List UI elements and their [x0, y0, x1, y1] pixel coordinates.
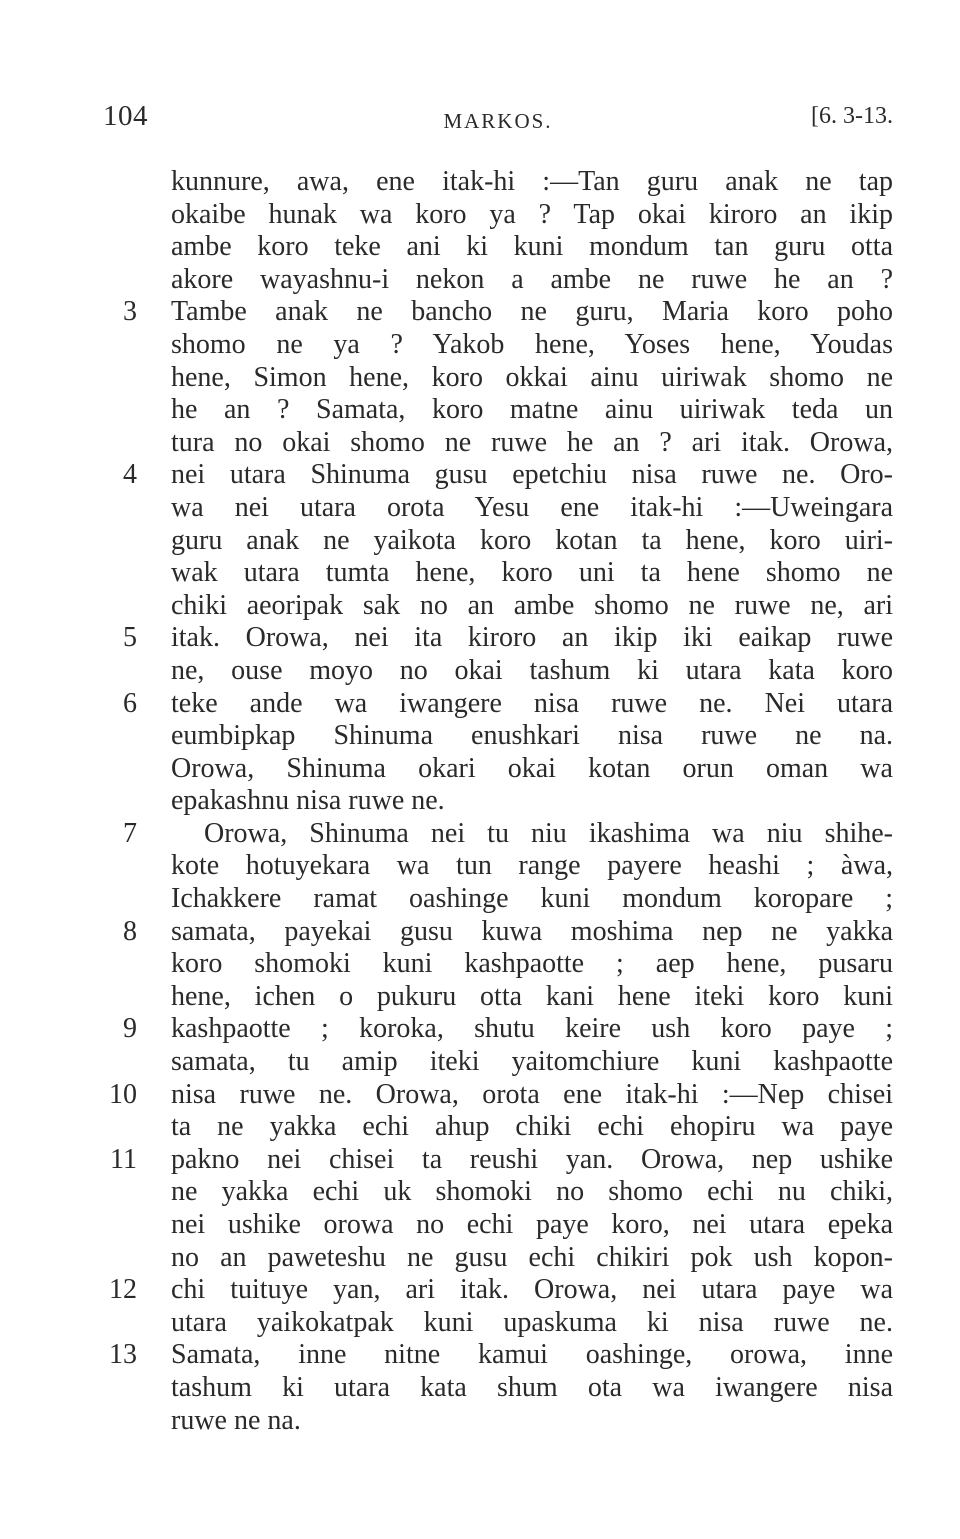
verse-number: 8 — [123, 915, 137, 947]
line-text: shomo ne ya ? Yakob hene, Yoses hene, Youdas — [171, 328, 893, 360]
text-line — [0, 362, 960, 395]
line-text: utara yaikokatpak kuni upaskuma ki nisa ruwe ne. — [171, 1306, 893, 1338]
text-line — [0, 981, 960, 1014]
verse-number: 5 — [123, 622, 137, 654]
line-text: tura no okai shomo ne ruwe he an ? ari itak. Orowa, — [171, 426, 893, 458]
line-text: ne, ouse moyo no okai tashum ki utara kata koro — [171, 654, 893, 686]
text-line — [0, 166, 960, 199]
line-text: itak. Orowa, nei ita kiroro an ikip iki eaikap ruwe — [171, 622, 893, 654]
verse-number: 10 — [109, 1078, 137, 1110]
line-text: Orowa, Shinuma nei tu niu ikashima wa niu shihe- — [204, 817, 893, 849]
line-text: nei utara Shinuma gusu epetchiu nisa ruwe ne. Oro- — [171, 459, 893, 491]
text-line — [0, 1013, 960, 1046]
text-line — [0, 1242, 960, 1275]
line-text: eumbipkap Shinuma enushkari nisa ruwe ne na. — [171, 720, 893, 752]
line-text: Orowa, Shinuma okari okai kotan orun oman wa — [171, 752, 893, 784]
page-body — [0, 166, 960, 1437]
text-line — [0, 329, 960, 362]
chapter-verse-reference: [6. 3-13. — [811, 103, 893, 129]
verse-number: 12 — [109, 1274, 137, 1306]
text-line — [0, 1372, 960, 1405]
text-line — [0, 492, 960, 525]
text-line — [0, 394, 960, 427]
line-text: pakno nei chisei ta reushi yan. Orowa, nep ushike — [171, 1143, 893, 1175]
text-line — [0, 622, 960, 655]
verse-number: 13 — [109, 1339, 137, 1371]
line-text: samata, tu amip iteki yaitomchiure kuni kashpaotte — [171, 1046, 893, 1078]
line-text: hene, ichen o pukuru otta kani hene iteki koro kuni — [171, 980, 893, 1012]
line-text: chiki aeoripak sak no an ambe shomo ne ruwe ne, ari — [171, 589, 893, 621]
line-text: Tambe anak ne bancho ne guru, Maria koro poho — [171, 296, 893, 328]
text-line — [0, 948, 960, 981]
text-line — [0, 557, 960, 590]
text-line — [0, 525, 960, 558]
text-line — [0, 296, 960, 329]
text-line — [0, 1144, 960, 1177]
text-line — [0, 1405, 960, 1438]
text-line — [0, 427, 960, 460]
line-text: okaibe hunak wa koro ya ? Tap okai kiroro an ikip — [171, 198, 893, 230]
text-line — [0, 459, 960, 492]
verse-number: 7 — [123, 817, 137, 849]
text-line — [0, 655, 960, 688]
text-line — [0, 1274, 960, 1307]
text-line — [0, 916, 960, 949]
line-text: he an ? Samata, koro matne ainu uiriwak teda un — [171, 394, 893, 426]
line-text: epakashnu nisa ruwe ne. — [171, 785, 445, 817]
line-text: no an paweteshu ne gusu echi chikiri pok ush kopon- — [171, 1241, 893, 1273]
line-text: hene, Simon hene, koro okkai ainu uiriwak shomo ne — [171, 361, 893, 393]
line-text: ta ne yakka echi ahup chiki echi ehopiru wa paye — [171, 1111, 893, 1143]
text-line — [0, 785, 960, 818]
text-line — [0, 1046, 960, 1079]
line-text: koro shomoki kuni kashpaotte ; aep hene, pusaru — [171, 948, 893, 980]
line-text: kote hotuyekara wa tun range payere heashi ; àwa, — [171, 850, 893, 882]
text-line — [0, 1307, 960, 1340]
line-text: nisa ruwe ne. Orowa, orota ene itak-hi :—Nep chisei — [171, 1078, 893, 1110]
line-text: tashum ki utara kata shum ota wa iwangere nisa — [171, 1371, 893, 1403]
text-line — [0, 688, 960, 721]
line-text: chi tuituye yan, ari itak. Orowa, nei utara paye wa — [171, 1274, 893, 1306]
line-text: wa nei utara orota Yesu ene itak-hi :—Uweingara — [171, 491, 893, 523]
text-line — [0, 753, 960, 786]
verse-number: 3 — [123, 296, 137, 328]
text-line — [0, 1209, 960, 1242]
verse-number: 9 — [123, 1013, 137, 1045]
text-line — [0, 264, 960, 297]
line-text: samata, payekai gusu kuwa moshima nep ne yakka — [171, 915, 893, 947]
line-text: ruwe ne na. — [171, 1404, 301, 1436]
text-line — [0, 883, 960, 916]
text-line — [0, 1176, 960, 1209]
text-line — [0, 231, 960, 264]
verse-number: 6 — [123, 687, 137, 719]
text-line — [0, 199, 960, 232]
running-title: MARKOS. — [443, 109, 553, 133]
line-text: kunnure, awa, ene itak-hi :—Tan guru anak ne tap — [171, 166, 893, 197]
line-text: Ichakkere ramat oashinge kuni mondum koropare ; — [171, 883, 893, 915]
text-line — [0, 850, 960, 883]
line-text: ambe koro teke ani ki kuni mondum tan guru otta — [171, 231, 893, 263]
line-text: guru anak ne yaikota koro kotan ta hene, koro uiri- — [171, 524, 893, 556]
line-text: teke ande wa iwangere nisa ruwe ne. Nei utara — [171, 687, 893, 719]
text-line — [0, 1339, 960, 1372]
text-line — [0, 1079, 960, 1112]
line-text: akore wayashnu-i nekon a ambe ne ruwe he an ? — [171, 263, 893, 295]
verse-number: 4 — [123, 459, 137, 491]
verse-number: 11 — [110, 1143, 137, 1175]
page-header — [103, 100, 893, 136]
page-number: 104 — [103, 100, 148, 132]
line-text: ne yakka echi uk shomoki no shomo echi nu chiki, — [171, 1176, 893, 1208]
text-line — [0, 818, 960, 851]
text-line — [0, 1111, 960, 1144]
text-line — [0, 590, 960, 623]
text-line — [0, 720, 960, 753]
line-text: wak utara tumta hene, koro uni ta hene shomo ne — [171, 557, 893, 589]
line-text: Samata, inne nitne kamui oashinge, orowa, inne — [171, 1339, 893, 1371]
line-text: kashpaotte ; koroka, shutu keire ush koro paye ; — [171, 1013, 893, 1045]
line-text: nei ushike orowa no echi paye koro, nei utara epeka — [171, 1209, 893, 1240]
